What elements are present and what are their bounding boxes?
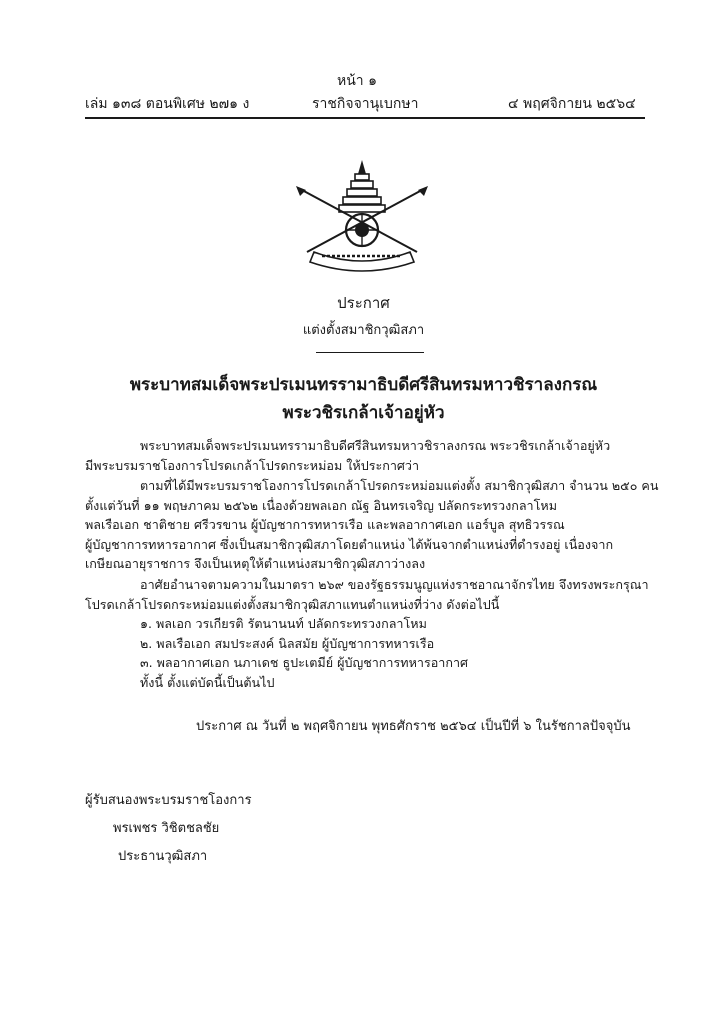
royal-title-line-1: พระบาทสมเด็จพระปรเมนทรรามาธิบดีศรีสินทรมหาวชิราลงกรณ — [129, 375, 598, 395]
signatory-name: พรเพชร วิชิตชลชัย — [113, 821, 220, 836]
body-line: พระบาทสมเด็จพระปรเมนทรรามาธิบดีศรีสินทรมหาวชิราลงกรณ พระวชิรเกล้าเจ้าอยู่หัว — [140, 438, 611, 453]
body-line: เกษียณอายุราชการ จึงเป็นเหตุให้ตำแหน่งสมาชิกวุฒิสภาว่างลง — [85, 556, 426, 572]
body-line: ตามที่ได้มีพระบรมราชโองการโปรดเกล้าโปรดกระหม่อมแต่งตั้ง สมาชิกวุฒิสภา จำนวน ๒๕๐ คน — [140, 478, 659, 493]
subject-underline — [316, 352, 424, 353]
body-paragraph-3 — [85, 575, 649, 614]
gazette-date: ๔ พฤศจิกายน ๒๕๖๔ — [508, 96, 636, 112]
body-line: โปรดเกล้าโปรดกระหม่อมแต่งตั้งสมาชิกวุฒิสภาแทนตำแหน่งที่ว่าง ดังต่อไปนี้ — [85, 596, 500, 612]
announcement-subject: แต่งตั้งสมาชิกวุฒิสภา — [302, 323, 425, 338]
gazette-name: ราชกิจจานุเบกษา — [312, 96, 419, 112]
signatory-position: ประธานวุฒิสภา — [118, 849, 208, 864]
announcement-type: ประกาศ — [337, 294, 390, 312]
list-item: ๓. พลอากาศเอก นภาเดช ธูปะเตมีย์ ผู้บัญชาการทหารอากาศ — [140, 655, 469, 671]
effective-clause: ทั้งนี้ ตั้งแต่บัดนี้เป็นต้นไป — [140, 674, 275, 690]
body-paragraph-1 — [85, 436, 645, 475]
body-paragraph-2 — [85, 476, 659, 574]
gazette-volume: เล่ม ๑๓๘ ตอนพิเศษ ๒๗๑ ง — [85, 96, 250, 112]
body-line: อาศัยอำนาจตามความในมาตรา ๒๖๙ ของรัฐธรรมนูญแห่งราชอาณาจักรไทย จึงทรงพระกรุณา — [140, 577, 649, 592]
body-line: มีพระบรมราชโองการโปรดเกล้าโปรดกระหม่อม ให้ประกาศว่า — [85, 457, 420, 473]
list-item: ๑. พลเอก วรเกียรติ รัตนานนท์ ปลัดกระทรวงกลาโหม — [140, 616, 427, 631]
body-line: ตั้งแต่วันที่ ๑๑ พฤษภาคม ๒๕๖๒ เนื่องด้วยพลเอก ณัฐ อินทรเจริญ ปลัดกระทรวงกลาโหม — [85, 497, 558, 513]
royal-title-line-2: พระวชิรเกล้าเจ้าอยู่หัว — [282, 403, 445, 423]
page-number: หน้า ๑ — [337, 73, 377, 89]
countersign-label: ผู้รับสนองพระบรมราชโองการ — [85, 793, 252, 808]
header-divider — [85, 117, 645, 119]
announcement-date-line: ประกาศ ณ วันที่ ๒ พฤศจิกายน พุทธศักราช ๒๕๖๔ เป็นปีที่ ๖ ในรัชกาลปัจจุบัน — [196, 719, 631, 734]
list-item: ๒. พลเรือเอก สมประสงค์ นิลสมัย ผู้บัญชาการทหารเรือ — [140, 635, 435, 651]
body-line: พลเรือเอก ชาติชาย ศรีวรขาน ผู้บัญชาการทหารเรือ และพลอากาศเอก แอร์บูล สุทธิวรรณ — [85, 517, 565, 533]
appointee-list — [140, 614, 468, 692]
body-line: ผู้บัญชาการทหารอากาศ ซึ่งเป็นสมาชิกวุฒิสภาโดยตำแหน่ง ได้พ้นจากตำแหน่งที่ดำรงอยู่ เนื่องจาก — [85, 536, 614, 552]
royal-garuda-emblem-icon — [292, 160, 432, 272]
